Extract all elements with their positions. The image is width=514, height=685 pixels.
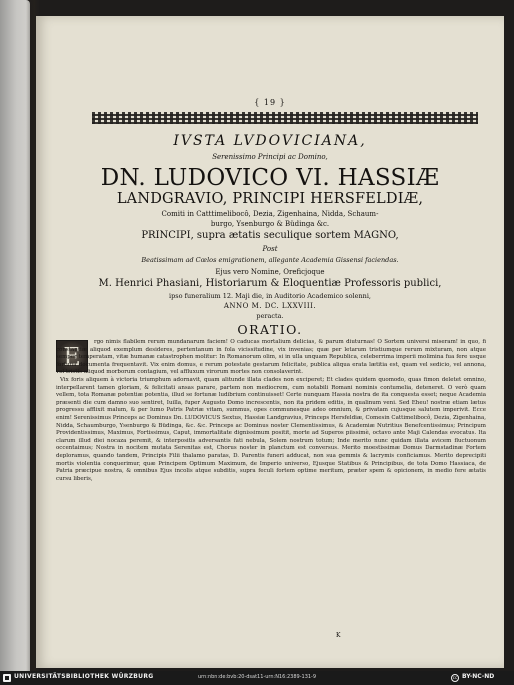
year-line: ANNO M. DC. LXXVIII. <box>223 302 317 310</box>
subtitle-line: Serenissimo Principi ac Domino, <box>212 153 328 161</box>
counties-line: Comiti in Catttimelibocô, Dezia, Zigenhaina, Nidda, Schaum- <box>161 210 379 218</box>
funeral-line: ipso funeralium 12. Maji die, in Auditorio Academico solenni, <box>169 292 371 300</box>
ornament-band <box>92 112 478 124</box>
catchword: K <box>336 632 341 639</box>
principi-line: PRINCIPI, supra ætatis seculique sortem MAGNO, <box>141 230 399 241</box>
document-page <box>36 16 504 668</box>
creative-commons-icon: cc <box>452 675 458 680</box>
oratio-heading: ORATIO. <box>237 322 303 337</box>
paragraph-text: rgo nimis flabilem rerum mundanarum faciem! O caducas mortalium delicias, & parum diuturnas! O Sortem universi miseram! in quo, fi constantiæ aliquod exemplum desideres, pertentanum in fola vicissitudine, vix invenias; quæ per letarum tristiumque rerum mixturam, non atque semper temperatam, vitæ humanæ catastrophen molitur: In Romanorum olim, si in ulla unquam Republica, celeberrima imperii molimina fua fere usque fortuna documenta frequentavit. Vix enim domus, e rerum potestate gestarum felicitate, publica aliqua erata lætitia est, quam vel sedicio, vel annona, vel tristis aliquod morborum contagium, vel affluxum virorum mortes non consolaverint. <box>56 339 486 376</box>
urn-link[interactable]: urn:nbn:de:bvb:20-dsat11-urn:N16:2389-131-9 <box>197 674 317 680</box>
oration-body <box>56 339 486 483</box>
viewer-footer-bar <box>0 671 514 685</box>
page-number: { 19 } <box>254 98 286 107</box>
post-line: Post <box>262 245 278 253</box>
drop-cap-letter: E <box>63 343 81 371</box>
paragraph <box>56 339 486 377</box>
title-line: IVSTA LVDOVICIANA, <box>173 133 367 149</box>
orator-line: M. Henrici Phasiani, Historiarum & Eloquentiæ Professoris publici, <box>98 278 442 289</box>
dedicatee-heading: DN. LUDOVICO VI. HASSIÆ <box>100 165 440 191</box>
paragraph <box>56 377 486 483</box>
nomine-line: Ejus vero Nomine, Oreficjoque <box>215 268 325 276</box>
license-label[interactable]: BY-NC-ND <box>462 673 495 680</box>
counties-line: burgo, Ysenburgo & Büdinga &c. <box>210 220 330 228</box>
landgrave-heading: LANDGRAVIO, PRINCIPI HERSFELDIÆ, <box>116 191 424 207</box>
library-name[interactable]: UNIVERSITÄTSBIBLIOTHEK WÜRZBURG <box>14 673 154 680</box>
occasion-line: Beatissimam ad Cœlos emigrationem, allegante Academia Gissensi faciendas. <box>141 256 399 264</box>
peracta-line: peracta. <box>256 312 284 320</box>
paragraph-text: Vix foris aliquem à victoria triumphum adornavit, quam alitunde illata clades non exciperet; Et clades quidem quomodo, quas fimon deletet omnino, interpellarent tamen gloriam, & felicitati ansas parare, partem non mediocrem, cum notabili Romani nominis contumelia, deteneret. O verò quam vellem, tota Romanæ potentiæ potentia, illud se fortunæ ludibrium continuisset! Certe nunquam Hassia nostra de ita conquesta esset; neque Academia præsenti die cum damno suo sentiret, Iuilla, fuper Augusto Domo increscentis, non ita pridem editis, in qualinum veni. Sed Eheu! nostræ etiam lætus progressu afflixit malum, & per lumo Patris Patriæ vitam, summus, opes communesque adeo omnium, & privatam cujusque salutem imperivit. Ecce enim! Serenissimus Princeps ac Dominus Dn. LUDOVICUS Sextus, Hassiæ Landgravius, Princeps Hersfeldiæ, Comesin Cattimelibocô, Dezia, Zigenhaina, Nidda, Schaumburgo, Ysenburgo & Büdinga, &c. &c. Princeps ac Dominus noster Clementissimus, & Academiæ Nutritius Benefcentissimus; Principum Providentissimus, Maximus, Fortissimus, Caput, immortalitate dignissimum positit, morte ad Superos piissimè, octavo ante Maji Calendas evocatus. Ita clarum illud diei nocaza peremit, & interpositis adversantis fati nebula, Solem nostrum totum; Inde merito nunc quidam illata avicem fluctuonum occentaimus; Nostra in nocitem mutata Serenitas est, Chorus noster in planctum est conversus. Merito moestissimæ Domus Darmstadinæ Fortem deploramus, quando tandem, Principis Filii thalamo paratas, D. Parentis funeri adducat, non sua gemmis & lacrymis conficiamus. Merito deprecipiti mortis violentia conquerimur, quæ Principem Optimum Maximum, de Imperio universo, Ejusque Statibus & Principibus, de tota Domo Hassiaca, de Patria præcipue nostra, & omnibus Ejus incolis atque subditis, supra feculi fortem optime meritum, præter spem & opicionem, in medio fere ætatis cursu liberis, <box>56 376 486 482</box>
